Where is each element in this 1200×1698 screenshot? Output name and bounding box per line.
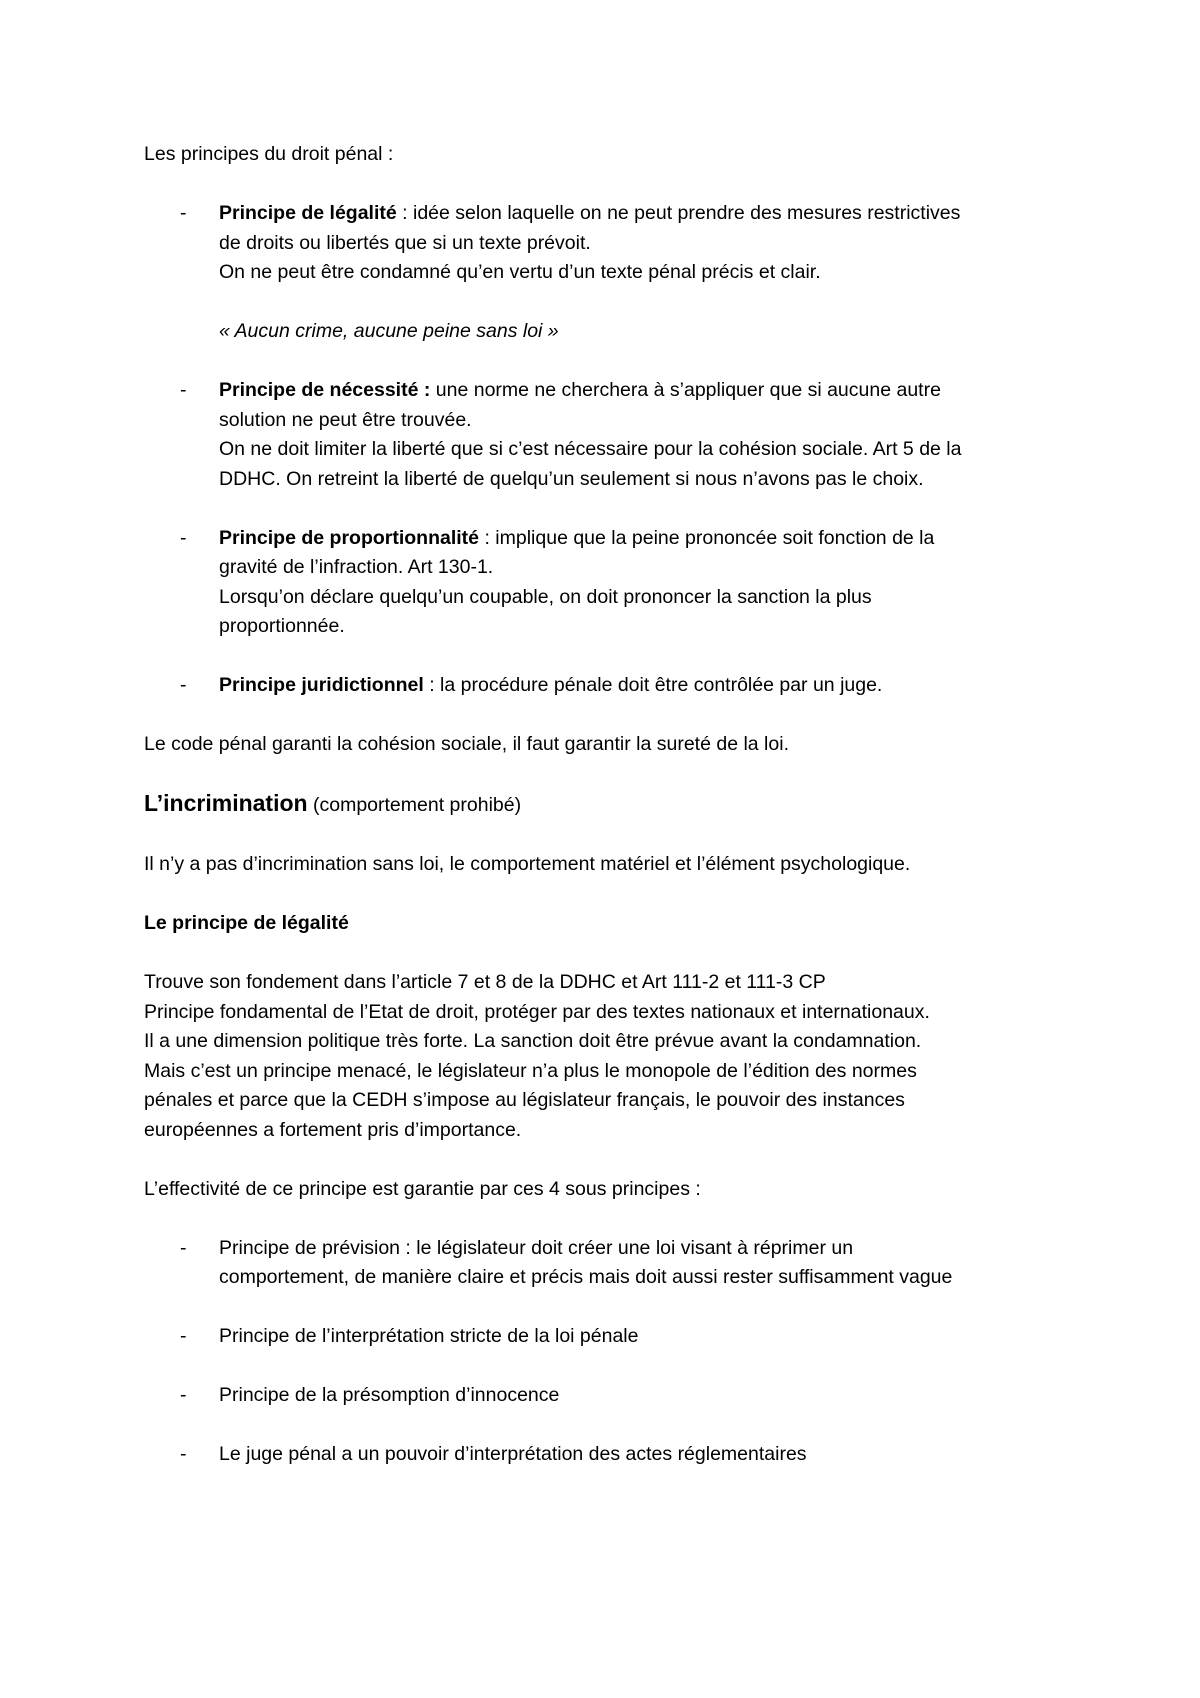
bullet-dash: - [180,674,187,696]
list-item-principe-legalite: - Principe de légalité : idée selon laquelle on ne peut prendre des mesures restrictives de droits ou libertés que si un texte prévoit. On ne peut être condamné qu’en vertu d’un texte pénal précis et clair. [144,199,1074,288]
maxim-quote: « Aucun crime, aucune peine sans loi » [219,320,559,342]
list-item-principe-necessite: - Principe de nécessité : une norme ne cherchera à s’appliquer que si aucune autre solution ne peut être trouvée. On ne doit limiter la liberté que si c’est nécessaire pour la cohésion sociale. Art 5 de la DDHC. On retreint la liberté de quelqu’un seulement si nous n’avons pas le choix. [144,376,1074,494]
bullet-dash: - [180,1236,187,1259]
term-necessite: Principe de nécessité : [219,379,431,401]
bullet-dash: - [180,1325,187,1347]
list-item-principe-proportionnalite: - Principe de proportionnalité : implique que la peine prononcée soit fonction de la gravité de l’infraction. Art 130-1. Lorsqu’on déclare quelqu’un coupable, on doit prononcer la sanction la plus proportionnée. [144,524,1074,642]
incrimination-paragraph: Il n’y a pas d’incrimination sans loi, le comportement matériel et l’élément psychologique. [144,853,911,875]
document-body [144,140,1074,1470]
term-proportionnalite: Principe de proportionnalité [219,526,480,549]
code-penal-paragraph: Le code pénal garanti la cohésion sociale, il faut garantir la sureté de la loi. [144,733,789,755]
term-juridictionnel: Principe juridictionnel [219,674,424,696]
legalite-paragraph: Trouve son fondement dans l’article 7 et 8 de la DDHC et Art 111-2 et 111-3 CP Principe fondamental de l’Etat de droit, protéger par des textes nationaux et internationaux. Il a une dimension politique très forte. La sanction doit être prévue avant la condamnation. Mais c’est un principe menacé, le législateur n’a plus le monopole de l’édition des normes pénales et parce que la CEDH s’impose au législateur français, le pouvoir des instances européennes a fortement pris d’importance. [144,971,930,1141]
list-item-sub-principe: - Principe de l’interprétation stricte de la loi pénale [144,1322,1074,1352]
bullet-dash: - [180,379,187,401]
bullet-dash: - [180,1384,187,1406]
list-item-sub-principe: - Principe de prévision : le législateur doit créer une loi visant à réprimer un comportement, de manière claire et précis mais doit aussi rester suffisamment vague [144,1234,1074,1293]
bullet-dash: - [180,526,187,549]
list-item-sub-principe: - Le juge pénal a un pouvoir d’interprétation des actes réglementaires [144,1440,1074,1470]
bullet-dash: - [180,1443,187,1465]
legalite-heading: Le principe de légalité [144,912,349,934]
effectivite-paragraph: L’effectivité de ce principe est garantie par ces 4 sous principes : [144,1177,701,1200]
incrimination-heading: L’incrimination (comportement prohibé) [144,790,522,816]
bullet-dash: - [180,202,187,224]
document-title: Les principes du droit pénal : [144,143,394,165]
term-legalite: Principe de légalité [219,202,397,224]
list-item-principe-juridictionnel: - Principe juridictionnel : la procédure pénale doit être contrôlée par un juge. [144,671,1074,701]
list-item-sub-principe: - Principe de la présomption d’innocence [144,1381,1074,1411]
